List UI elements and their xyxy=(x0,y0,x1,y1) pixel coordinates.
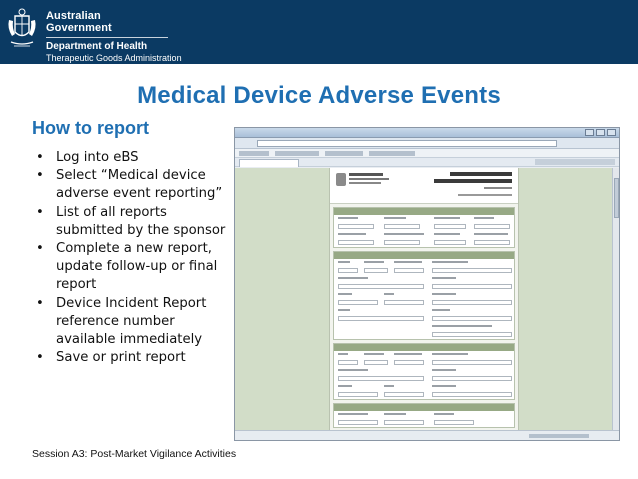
form-header xyxy=(330,168,518,204)
window-controls xyxy=(585,129,616,136)
session-footer xyxy=(32,448,236,460)
bullet-item: • Save or print report xyxy=(36,349,226,367)
browser-status-bar xyxy=(235,430,619,440)
maximize-icon xyxy=(596,129,605,136)
form-section xyxy=(333,343,515,400)
page-scrollbar xyxy=(612,168,619,432)
agency-name: Therapeutic Goods Administration xyxy=(46,53,182,63)
bullet-item: • Complete a new report, update follow-up or final report xyxy=(36,240,226,295)
bullet-item: • Select “Medical device adverse event reporting” xyxy=(36,167,226,203)
coat-of-arms-icon xyxy=(6,6,38,52)
incident-report-form xyxy=(329,168,519,432)
bullet-item: • Log into eBS xyxy=(36,149,226,167)
form-section xyxy=(333,207,515,248)
slide-subtitle: How to report xyxy=(32,118,149,138)
favorites-bar xyxy=(235,149,619,158)
department-name: Department of Health xyxy=(46,41,148,52)
form-section xyxy=(333,251,515,340)
session-label: Session A3: xyxy=(32,448,88,460)
browser-titlebar xyxy=(235,128,619,138)
web-page xyxy=(235,168,613,432)
browser-toolbar xyxy=(535,159,615,165)
address-bar xyxy=(235,138,619,149)
session-topic: Post-Market Vigilance Activities xyxy=(90,448,237,460)
minimize-icon xyxy=(585,129,594,136)
bullet-item: • List of all reports submitted by the sponsor xyxy=(36,204,226,240)
government-name: Australian Government xyxy=(46,10,168,38)
slide-title: Medical Device Adverse Events xyxy=(137,82,501,109)
bullet-item: • Device Incident Report reference number available immediately xyxy=(36,295,226,350)
bullet-list xyxy=(36,149,226,367)
form-section xyxy=(333,403,515,428)
close-icon xyxy=(607,129,616,136)
crest-icon xyxy=(336,173,346,186)
government-wordmark xyxy=(46,10,182,63)
government-banner xyxy=(0,0,638,64)
browser-screenshot xyxy=(234,127,620,441)
